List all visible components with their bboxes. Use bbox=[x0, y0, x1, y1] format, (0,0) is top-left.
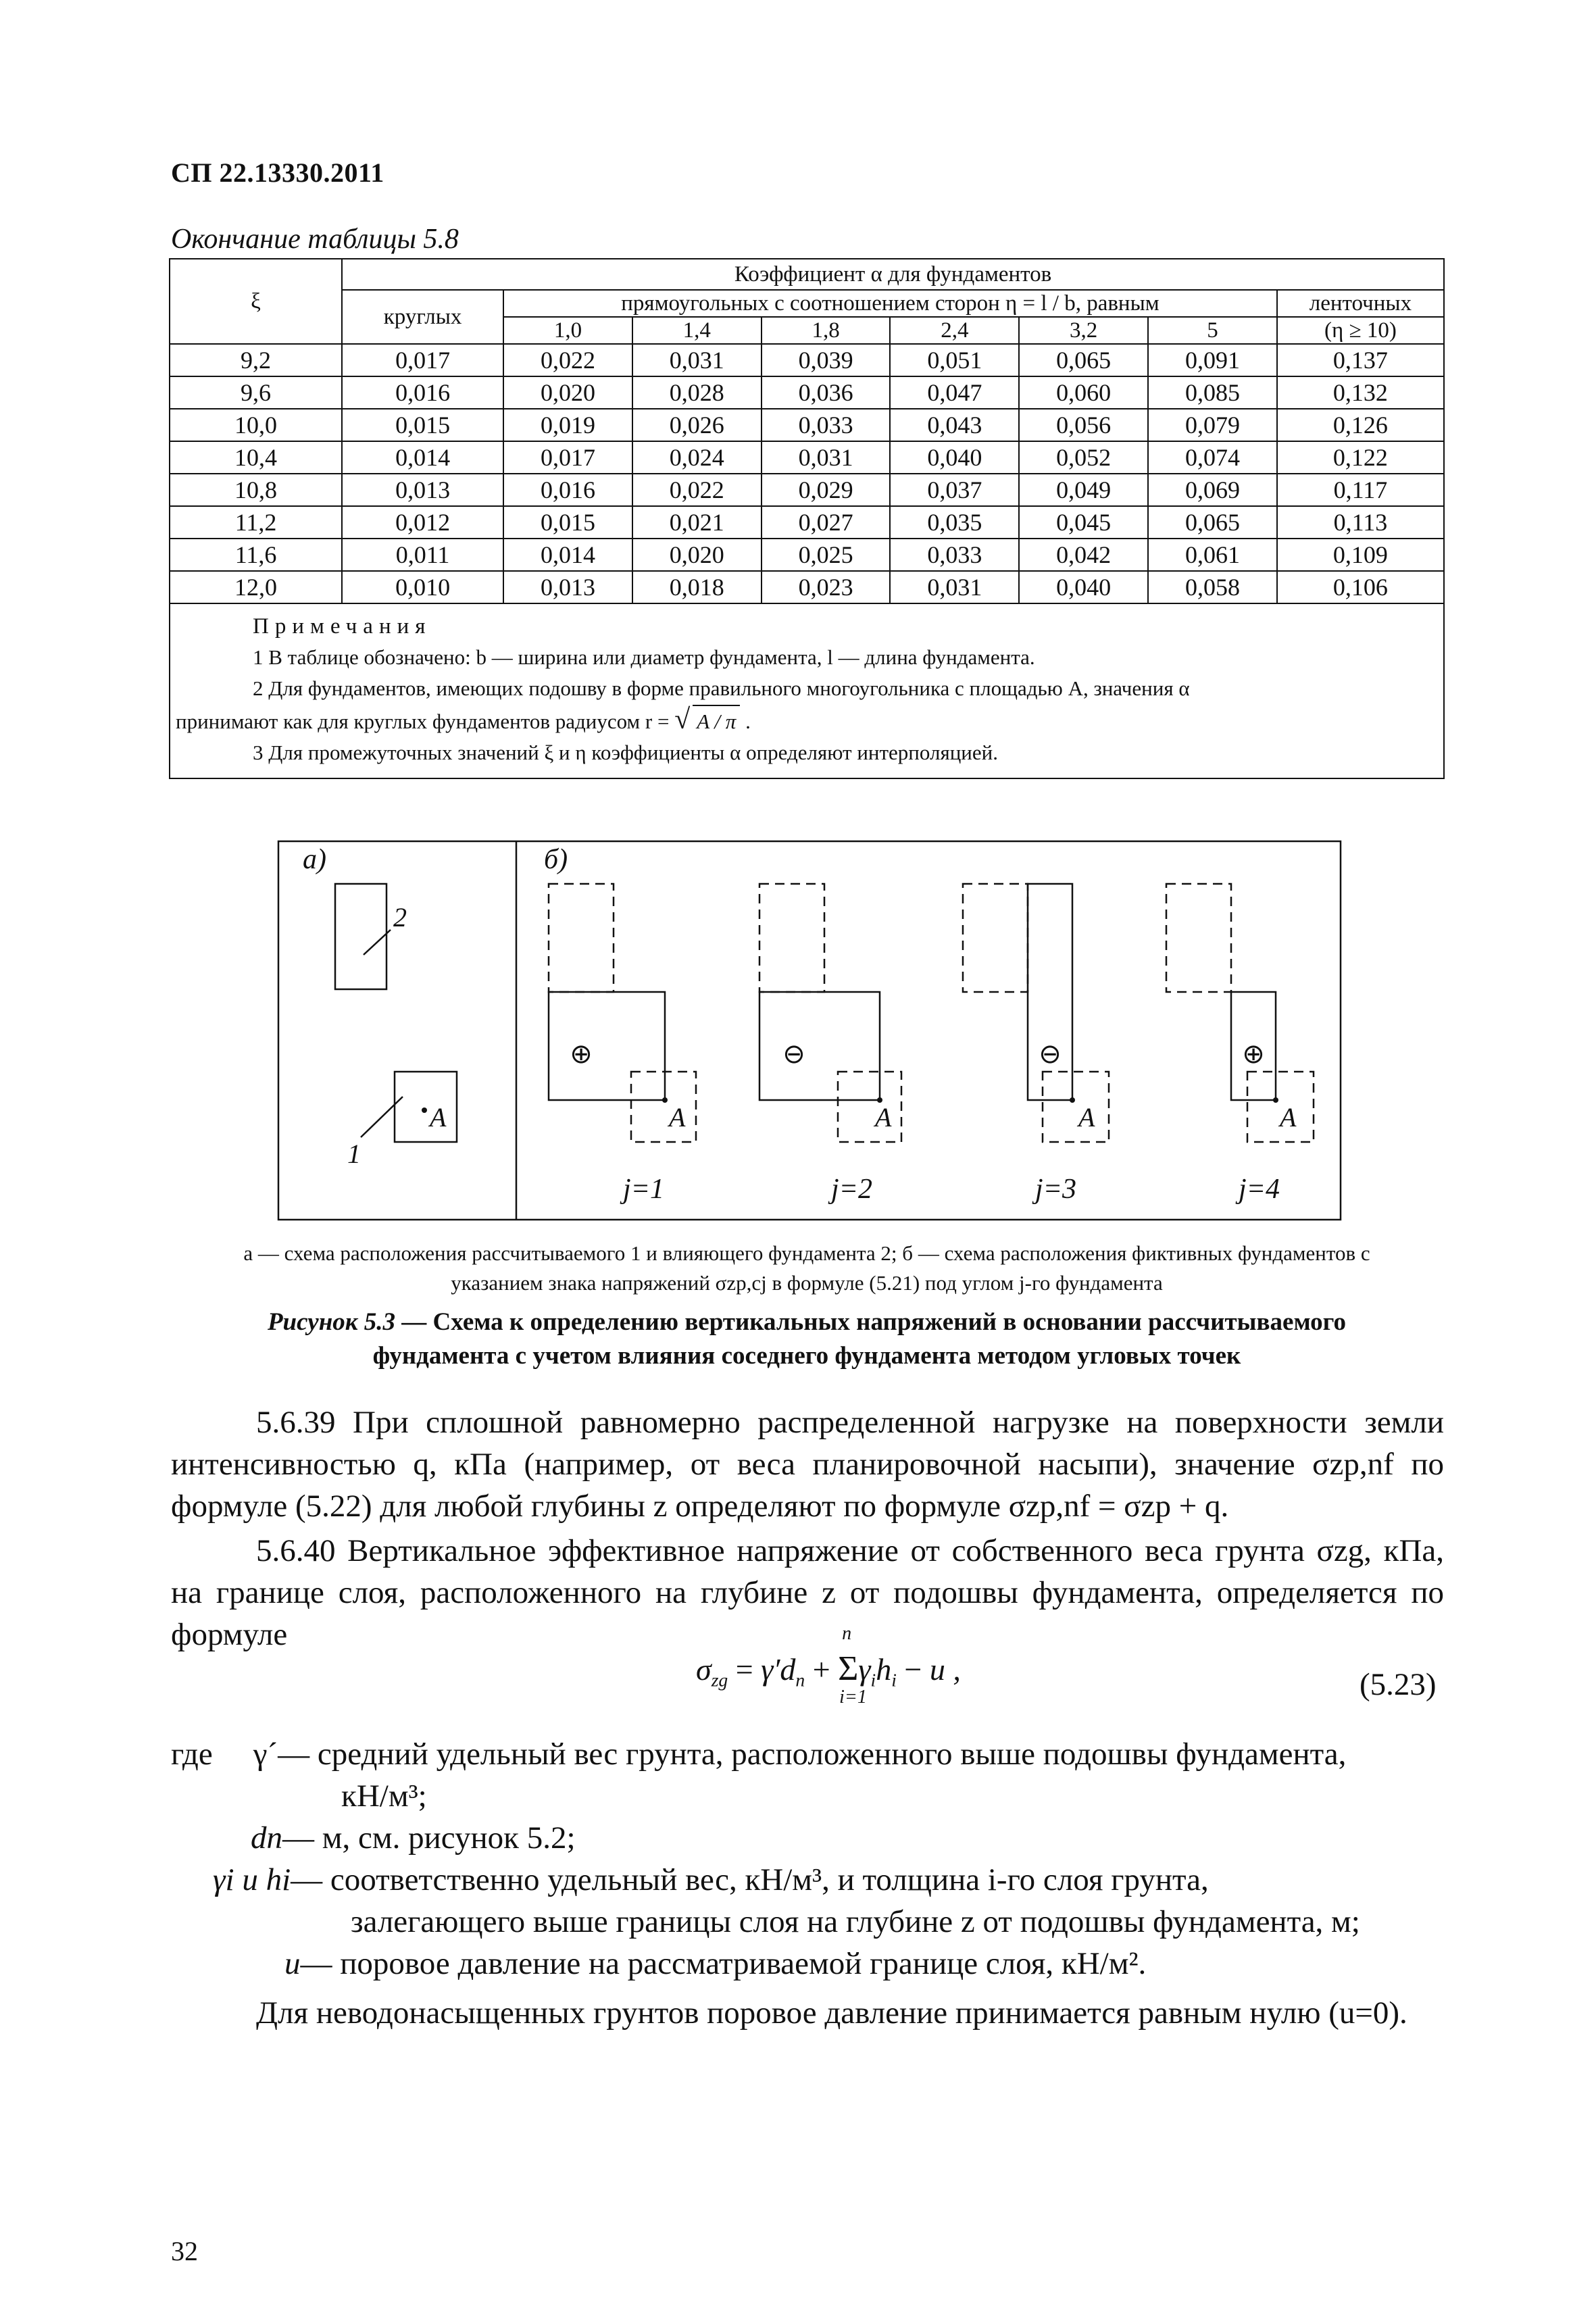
alpha-cell: 0,049 bbox=[1019, 474, 1148, 506]
table-row bbox=[170, 376, 1444, 409]
j-label: j=3 bbox=[1035, 1174, 1077, 1205]
xi-cell: 10,4 bbox=[170, 441, 342, 474]
def-text-cont: залегающего выше границы слоя на глубине z от подошвы фундамента, м; bbox=[351, 1904, 1360, 1939]
note-2-cont-text: принимают как для круглых фундаментов радиусом r = bbox=[176, 710, 670, 733]
where-label: где bbox=[171, 1737, 213, 1772]
definition-gamma-h bbox=[171, 1859, 1444, 1901]
notes-title: Примечания bbox=[253, 614, 432, 639]
alpha-cell: 0,011 bbox=[342, 539, 503, 571]
xi-cell: 11,2 bbox=[170, 506, 342, 539]
alpha-cell: 0,010 bbox=[342, 571, 503, 603]
table-body bbox=[170, 344, 1444, 603]
note-2: 2 Для фундаментов, имеющих подошву в форме правильного многоугольника с площадью A, значения α bbox=[253, 676, 1190, 700]
col-header-xi: ξ bbox=[170, 259, 342, 344]
label-a: A bbox=[1078, 1102, 1095, 1132]
xi-cell: 11,6 bbox=[170, 539, 342, 571]
alpha-cell: 0,033 bbox=[762, 409, 891, 441]
alpha-cell: 0,020 bbox=[632, 539, 762, 571]
figure-5-3 bbox=[277, 840, 1343, 1225]
alpha-cell: 0,052 bbox=[1019, 441, 1148, 474]
def-text: — соответственно удельный вес, кН/м³, и толщина i-го слоя грунта, bbox=[291, 1862, 1209, 1897]
xi-cell: 9,6 bbox=[170, 376, 342, 409]
alpha-cell: 0,051 bbox=[890, 344, 1019, 376]
alpha-cell: 0,016 bbox=[503, 474, 632, 506]
alpha-cell: 0,029 bbox=[762, 474, 891, 506]
xi-cell: 10,8 bbox=[170, 474, 342, 506]
table-row bbox=[170, 344, 1444, 376]
alpha-cell: 0,024 bbox=[632, 441, 762, 474]
table-row bbox=[170, 571, 1444, 603]
alpha-cell: 0,031 bbox=[890, 571, 1019, 603]
figure-note-line-2: указанием знака напряжений σzp,cj в формуле (5.21) под углом j-го фундамента bbox=[451, 1271, 1163, 1295]
alpha-cell: 0,126 bbox=[1277, 409, 1444, 441]
alpha-cell: 0,017 bbox=[342, 344, 503, 376]
alpha-cell: 0,132 bbox=[1277, 376, 1444, 409]
figure-title-text-2: фундамента с учетом влияния соседнего фундамента методом угловых точек bbox=[372, 1342, 1241, 1370]
table-caption: Окончание таблицы 5.8 bbox=[171, 224, 459, 255]
sqrt-argument: A / π bbox=[693, 705, 740, 737]
alpha-cell: 0,045 bbox=[1019, 506, 1148, 539]
alpha-cell: 0,040 bbox=[890, 441, 1019, 474]
fictive-foundation bbox=[759, 884, 824, 992]
fictive-foundation bbox=[549, 992, 665, 1100]
alpha-cell: 0,013 bbox=[342, 474, 503, 506]
label-1: 1 bbox=[347, 1139, 361, 1169]
figure-title-text-1: — Схема к определению вертикальных напряжений в основании рассчитываемого bbox=[395, 1308, 1347, 1336]
alpha-cell: 0,014 bbox=[342, 441, 503, 474]
definition-dn bbox=[171, 1817, 1444, 1859]
alpha-cell: 0,065 bbox=[1148, 506, 1277, 539]
figure-note-line-1: а — схема расположения рассчитываемого 1 и влияющего фундамента 2; б — схема расположения фиктивных фундаментов с bbox=[243, 1241, 1370, 1265]
eta-value: 2,4 bbox=[890, 317, 1019, 344]
figure-frame bbox=[278, 841, 1341, 1220]
alpha-cell: 0,016 bbox=[342, 376, 503, 409]
alpha-cell: 0,069 bbox=[1148, 474, 1277, 506]
definition-u bbox=[171, 1943, 1444, 1985]
label-a: A bbox=[669, 1102, 686, 1132]
alpha-cell: 0,022 bbox=[632, 474, 762, 506]
alpha-cell: 0,031 bbox=[762, 441, 891, 474]
alpha-cell: 0,117 bbox=[1277, 474, 1444, 506]
alpha-cell: 0,026 bbox=[632, 409, 762, 441]
minus-sign-icon: ⊖ bbox=[1039, 1039, 1062, 1070]
fictive-foundation bbox=[1166, 884, 1231, 992]
alpha-cell: 0,074 bbox=[1148, 441, 1277, 474]
alpha-cell: 0,031 bbox=[632, 344, 762, 376]
alpha-cell: 0,043 bbox=[890, 409, 1019, 441]
label-a: A bbox=[1280, 1102, 1297, 1132]
alpha-cell: 0,028 bbox=[632, 376, 762, 409]
alpha-cell: 0,027 bbox=[762, 506, 891, 539]
alpha-cell: 0,018 bbox=[632, 571, 762, 603]
figure-title bbox=[169, 1305, 1445, 1373]
sqrt-sign-icon: √ bbox=[674, 704, 691, 735]
alpha-cell: 0,137 bbox=[1277, 344, 1444, 376]
alpha-cell: 0,122 bbox=[1277, 441, 1444, 474]
alpha-cell: 0,021 bbox=[632, 506, 762, 539]
alpha-cell: 0,025 bbox=[762, 539, 891, 571]
eta-value: 1,0 bbox=[503, 317, 632, 344]
fictive-foundation bbox=[549, 884, 614, 992]
design-foundation bbox=[1043, 1072, 1109, 1142]
paragraph-5-6-39: 5.6.39 При сплошной равномерно распределенной нагрузке на поверхности земли интенсивностью q, кПа (например, от веса планировочной насыпи), значение σzp,nf по формуле (5.22) для любой глубины z определяют по формуле σzp,nf = σzp + q. bbox=[171, 1405, 1444, 1524]
alpha-cell: 0,058 bbox=[1148, 571, 1277, 603]
alpha-cell: 0,042 bbox=[1019, 539, 1148, 571]
def-symbol: γ´ bbox=[253, 1737, 278, 1772]
definitions bbox=[171, 1733, 1444, 1985]
j-label: j=1 bbox=[623, 1174, 665, 1205]
eta-value: 5 bbox=[1148, 317, 1277, 344]
alpha-cell: 0,015 bbox=[503, 506, 632, 539]
panel-a-label: а) bbox=[303, 844, 326, 875]
alpha-cell: 0,040 bbox=[1019, 571, 1148, 603]
alpha-cell: 0,061 bbox=[1148, 539, 1277, 571]
sum-symbol-icon: Σ n i=1 bbox=[838, 1623, 867, 1708]
def-text: — м, см. рисунок 5.2; bbox=[282, 1820, 576, 1856]
alpha-cell: 0,019 bbox=[503, 409, 632, 441]
table-row bbox=[170, 474, 1444, 506]
def-text: — средний удельный вес грунта, расположенного выше подошвы фундамента, bbox=[278, 1737, 1347, 1772]
eta-value: 1,4 bbox=[632, 317, 762, 344]
alpha-cell: 0,037 bbox=[890, 474, 1019, 506]
paragraph-5-6-40: 5.6.40 Вертикальное эффективное напряжение от собственного веса грунта σzg, кПа, на границе слоя, расположенного на глубине z от подошвы фундамента, определяется по формуле bbox=[171, 1533, 1444, 1652]
label-a: A bbox=[875, 1102, 892, 1132]
running-head: СП 22.13330.2011 bbox=[171, 157, 384, 188]
design-foundation bbox=[838, 1072, 901, 1142]
col-header-round: круглых bbox=[342, 290, 503, 344]
definition-gamma-prime bbox=[171, 1733, 1444, 1775]
def-symbol: dn bbox=[251, 1820, 282, 1856]
eta-value: 3,2 bbox=[1019, 317, 1148, 344]
design-foundation bbox=[631, 1072, 696, 1142]
alpha-cell: 0,015 bbox=[342, 409, 503, 441]
leader-1 bbox=[361, 1097, 403, 1137]
alpha-cell: 0,039 bbox=[762, 344, 891, 376]
col-header-group: Коэффициент α для фундаментов bbox=[342, 259, 1444, 290]
table-row bbox=[170, 539, 1444, 571]
label-2: 2 bbox=[393, 902, 407, 932]
foundation-2 bbox=[335, 884, 386, 989]
alpha-cell: 0,035 bbox=[890, 506, 1019, 539]
alpha-cell: 0,085 bbox=[1148, 376, 1277, 409]
label-a: A bbox=[430, 1102, 447, 1132]
j-label: j=2 bbox=[831, 1174, 873, 1205]
xi-cell: 10,0 bbox=[170, 409, 342, 441]
plus-sign-icon: ⊕ bbox=[1242, 1039, 1265, 1070]
alpha-cell: 0,022 bbox=[503, 344, 632, 376]
note-2-cont: принимают как для круглых фундаментов радиусом r = √ A / π . bbox=[176, 704, 1438, 737]
alpha-cell: 0,020 bbox=[503, 376, 632, 409]
def-symbol: γi и hi bbox=[213, 1862, 291, 1897]
alpha-cell: 0,060 bbox=[1019, 376, 1148, 409]
col-header-strip-sub: (η ≥ 10) bbox=[1277, 317, 1444, 344]
alpha-cell: 0,113 bbox=[1277, 506, 1444, 539]
col-header-strip: ленточных bbox=[1277, 290, 1444, 317]
note-1: 1 В таблице обозначено: b — ширина или диаметр фундамента, l — длина фундамента. bbox=[253, 645, 1035, 669]
figure-note bbox=[169, 1239, 1445, 1298]
xi-cell: 9,2 bbox=[170, 344, 342, 376]
xi-cell: 12,0 bbox=[170, 571, 342, 603]
alpha-cell: 0,012 bbox=[342, 506, 503, 539]
alpha-cell: 0,033 bbox=[890, 539, 1019, 571]
alpha-cell: 0,091 bbox=[1148, 344, 1277, 376]
alpha-cell: 0,023 bbox=[762, 571, 891, 603]
table-row bbox=[170, 506, 1444, 539]
alpha-cell: 0,013 bbox=[503, 571, 632, 603]
j-label: j=4 bbox=[1239, 1174, 1280, 1205]
fictive-foundation bbox=[759, 992, 880, 1100]
foundation-1 bbox=[395, 1072, 457, 1142]
eta-value: 1,8 bbox=[762, 317, 891, 344]
point-a bbox=[662, 1097, 668, 1103]
alpha-cell: 0,047 bbox=[890, 376, 1019, 409]
table-notes bbox=[170, 603, 1444, 778]
point-a bbox=[1273, 1097, 1278, 1103]
table-row bbox=[170, 409, 1444, 441]
alpha-cell: 0,106 bbox=[1277, 571, 1444, 603]
point-a bbox=[1070, 1097, 1075, 1103]
plus-sign-icon: ⊕ bbox=[570, 1039, 593, 1070]
table-row bbox=[170, 441, 1444, 474]
minus-sign-icon: ⊖ bbox=[782, 1039, 805, 1070]
def-text-unit: кН/м³; bbox=[341, 1778, 427, 1814]
alpha-cell: 0,109 bbox=[1277, 539, 1444, 571]
alpha-cell: 0,056 bbox=[1019, 409, 1148, 441]
alpha-cell: 0,065 bbox=[1019, 344, 1148, 376]
point-a bbox=[422, 1107, 427, 1113]
alpha-cell: 0,079 bbox=[1148, 409, 1277, 441]
def-text: — поровое давление на рассматриваемой границе слоя, кН/м². bbox=[300, 1946, 1147, 1981]
alpha-cell: 0,017 bbox=[503, 441, 632, 474]
fictive-foundation bbox=[963, 884, 1028, 992]
alpha-cell: 0,014 bbox=[503, 539, 632, 571]
coefficient-table bbox=[169, 258, 1445, 779]
formula-number: (5.23) bbox=[1360, 1667, 1437, 1702]
col-header-rect: прямоугольных с соотношением сторон η = l / b, равным bbox=[503, 290, 1277, 317]
panel-b-label: б) bbox=[544, 844, 568, 875]
paragraph-last: Для неводонасыщенных грунтов поровое давление принимается равным нулю (u=0). bbox=[256, 1995, 1407, 2031]
def-symbol: u bbox=[284, 1946, 301, 1981]
note-3: 3 Для промежуточных значений ξ и η коэффициенты α определяют интерполяцией. bbox=[253, 741, 998, 764]
alpha-cell: 0,036 bbox=[762, 376, 891, 409]
figure-title-label: Рисунок 5.3 bbox=[267, 1308, 396, 1336]
formula-5-23: $\sigma_{zg} = \gamma'd_n + \Sigma$ n i=1 $\gamma_ih_i - u$ , bbox=[696, 1623, 961, 1708]
page-number: 32 bbox=[171, 2236, 198, 2266]
